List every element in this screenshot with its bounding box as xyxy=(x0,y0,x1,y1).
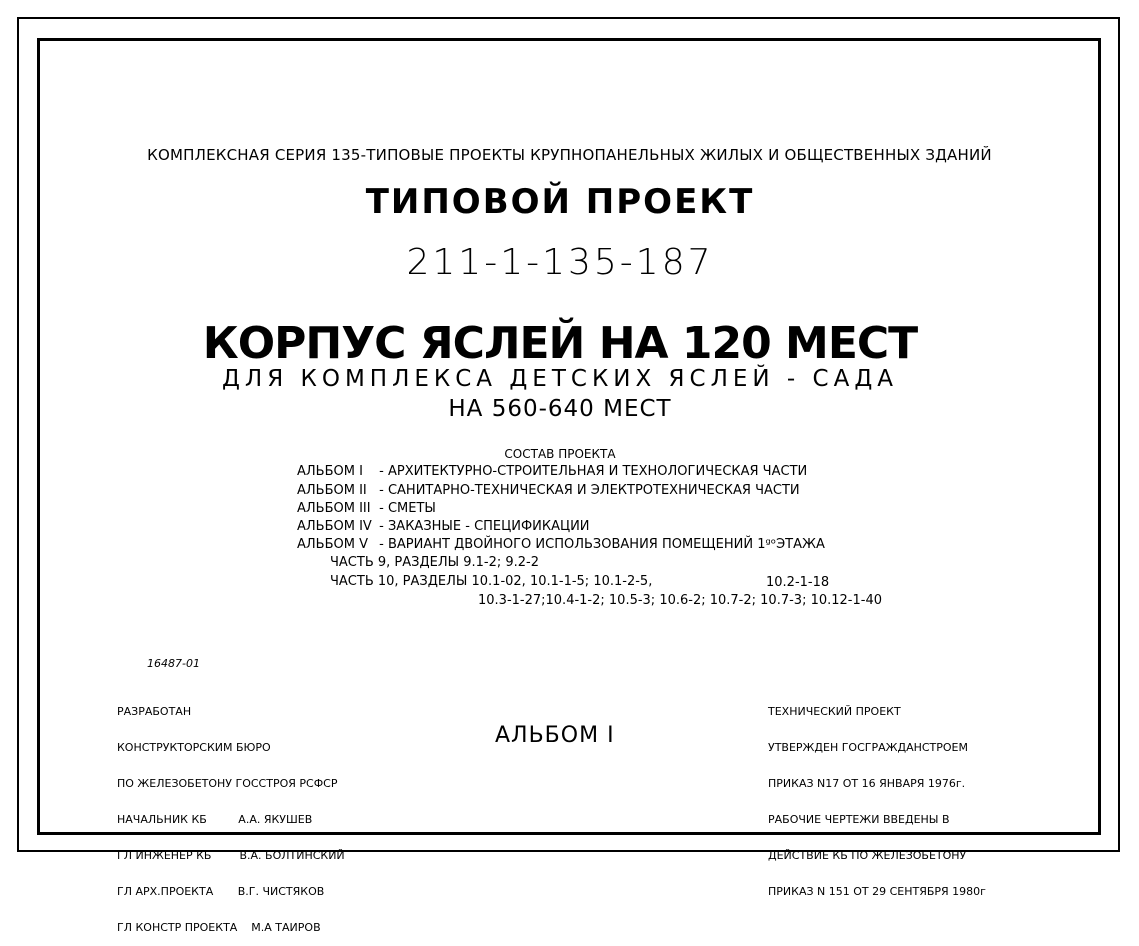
album-text: - СМЕТЫ xyxy=(379,501,436,516)
developer-line: РАЗРАБОТАН xyxy=(117,705,192,718)
album-row-4 xyxy=(297,519,590,534)
inventory-stamp: 16487-01 xyxy=(147,657,200,670)
composition-heading: СОСТАВ ПРОЕКТА xyxy=(504,447,616,461)
album-row-2 xyxy=(297,483,800,498)
album-label: АЛЬБОМ I xyxy=(297,464,363,479)
part-9-line: ЧАСТЬ 9, РАЗДЕЛЫ 9.1-2; 9.2-2 xyxy=(330,555,540,570)
approval-line: ДЕЙСТВИЕ КБ ПО ЖЕЛЕЗОБЕТОНУ xyxy=(768,849,967,862)
developer-line: НАЧАЛЬНИК КБ А.А. ЯКУШЕВ xyxy=(117,813,313,826)
part-10-line-2: 10.3-1-27;10.4-1-2; 10.5-3; 10.6-2; 10.7-2; 10.7-3; 10.12-1-40 xyxy=(478,593,882,608)
album-label: АЛЬБОМ III xyxy=(297,501,371,516)
album-row-3 xyxy=(297,501,436,516)
album-label: АЛЬБОМ IV xyxy=(297,519,372,534)
album-label: АЛЬБОМ II xyxy=(297,483,367,498)
series-line: КОМПЛЕКСНАЯ СЕРИЯ 135-ТИПОВЫЕ ПРОЕКТЫ КРУПНОПАНЕЛЬНЫХ ЖИЛЫХ И ОБЩЕСТВЕННЫХ ЗДАНИЙ xyxy=(147,146,992,164)
approval-line: РАБОЧИЕ ЧЕРТЕЖИ ВВЕДЕНЫ В xyxy=(768,813,950,826)
album-text: - ВАРИАНТ ДВОЙНОГО ИСПОЛЬЗОВАНИЯ ПОМЕЩЕНИЙ 1ᵍᵒЭТАЖА xyxy=(379,537,825,552)
approval-line: ПРИКАЗ N17 ОТ 16 ЯНВАРЯ 1976г. xyxy=(768,777,966,790)
developer-line: ГЛ КОНСТР ПРОЕКТА М.А ТАИРОВ xyxy=(117,921,321,934)
album-text: - ЗАКАЗНЫЕ - СПЕЦИФИКАЦИИ xyxy=(379,519,590,534)
album-text: - АРХИТЕКТУРНО-СТРОИТЕЛЬНАЯ И ТЕХНОЛОГИЧЕСКАЯ ЧАСТИ xyxy=(379,464,808,479)
document-type-title: ТИПОВОЙ ПРОЕКТ xyxy=(365,182,755,222)
approval-line: ПРИКАЗ N 151 ОТ 29 СЕНТЯБРЯ 1980г xyxy=(768,885,986,898)
approval-line: ТЕХНИЧЕСКИЙ ПРОЕКТ xyxy=(768,705,901,718)
developer-line: ГЛ АРХ.ПРОЕКТА В.Г. ЧИСТЯКОВ xyxy=(117,885,325,898)
album-row-5 xyxy=(297,537,825,552)
developer-line: ПО ЖЕЛЕЗОБЕТОНУ ГОССТРОЯ РСФСР xyxy=(117,777,338,790)
project-subtitle-1: ДЛЯ КОМПЛЕКСА ДЕТСКИХ ЯСЛЕЙ - САДА xyxy=(221,366,899,392)
album-label-large: АЛЬБОМ I xyxy=(495,723,615,748)
approval-block xyxy=(768,682,986,910)
developer-block xyxy=(117,682,345,946)
part-10-line-1: ЧАСТЬ 10, РАЗДЕЛЫ 10.1-02, 10.1-1-5; 10.1-2-5, xyxy=(330,574,653,589)
part-10-line-1-tail: 10.2-1-18 xyxy=(766,575,830,590)
project-number: 211-1-135-187 xyxy=(406,242,714,283)
project-subtitle-2: НА 560-640 МЕСТ xyxy=(448,396,672,422)
developer-line: КОНСТРУКТОРСКИМ БЮРО xyxy=(117,741,271,754)
approval-line: УТВЕРЖДЕН ГОСГРАЖДАНСТРОЕМ xyxy=(768,741,968,754)
album-label: АЛЬБОМ V xyxy=(297,537,368,552)
album-text: - САНИТАРНО-ТЕХНИЧЕСКАЯ И ЭЛЕКТРОТЕХНИЧЕСКАЯ ЧАСТИ xyxy=(379,483,800,498)
album-row-1 xyxy=(297,464,807,479)
developer-line: ГЛ ИНЖЕНЕР КБ В.А. БОЛТИНСКИЙ xyxy=(117,849,345,862)
project-name: КОРПУС ЯСЛЕЙ НА 120 МЕСТ xyxy=(202,318,918,369)
